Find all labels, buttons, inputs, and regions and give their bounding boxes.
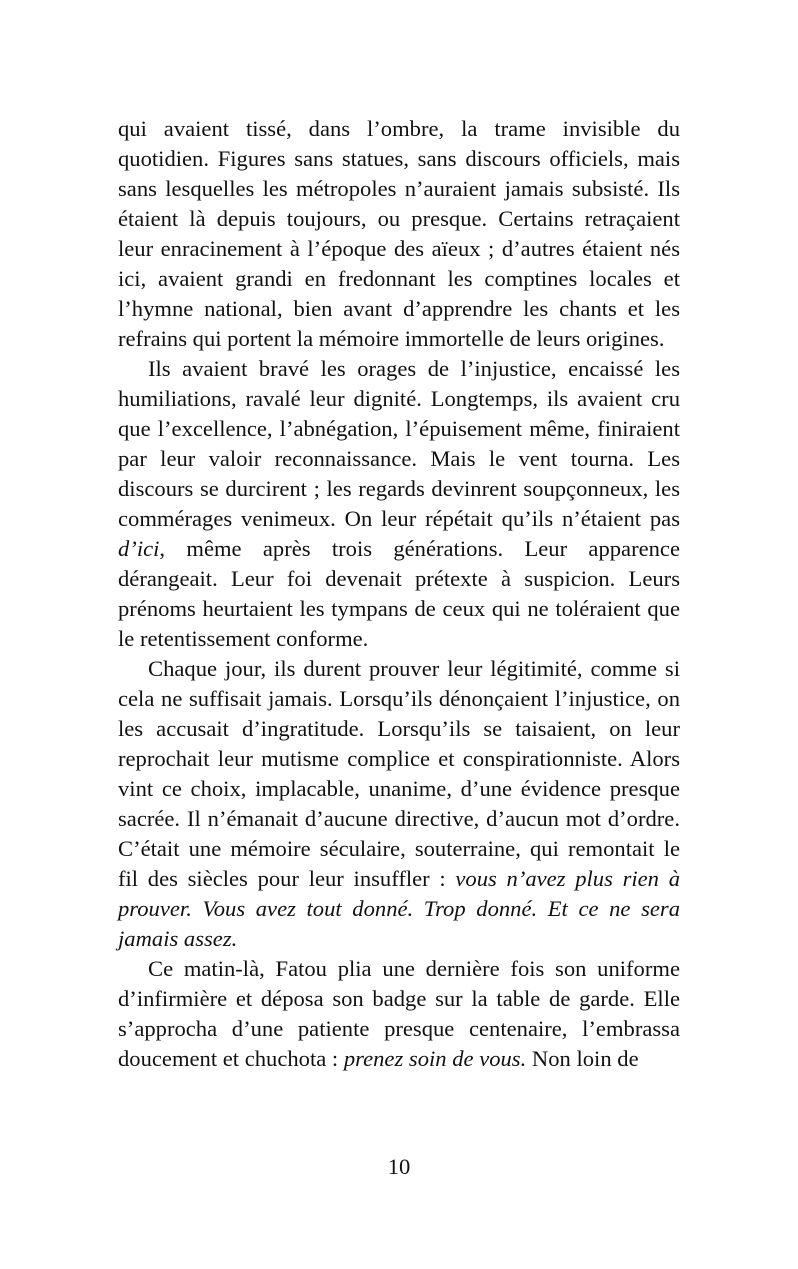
- paragraph-4-text-a: Ce matin-là, Fatou plia une dernière fois son uniforme d’infirmière et déposa son badge sur la table de garde. Elle s’approcha d’une patiente presque centenaire, l’embrassa doucement et chuchota :: [118, 956, 680, 1071]
- page-body: [118, 114, 680, 1074]
- paragraph-3-text: Chaque jour, ils durent prouver leur légitimité, comme si cela ne suffisait jamais. Lorsqu’ils dénonçaient l’injustice, on les accusait d’ingratitude. Lorsqu’ils se taisaient, on leur reprochait leur mutisme complice et conspirationniste. Alors vint ce choix, implacable, unanime, d’une évidence presque sacrée. Il n’émanait d’aucune directive, d’aucun mot d’ordre. C’était une mémoire séculaire, souterraine, qui remontait le fil des siècles pour leur insuffler :: [118, 656, 680, 891]
- paragraph-4-text-b: Non loin de: [526, 1046, 639, 1071]
- paragraph-4: [118, 954, 680, 1074]
- paragraph-2-text-a: Ils avaient bravé les orages de l’injustice, encaissé les humiliations, ravalé leur dignité. Longtemps, ils avaient cru que l’excellence, l’abnégation, l’épuisement même, finiraient par leur valoir reconnaissance. Mais le vent tourna. Les discours se durcirent ; les regards devinrent soupçonneux, les commérages venimeux. On leur répétait qu’ils n’étaient pas: [118, 356, 680, 531]
- paragraph-3: [118, 654, 680, 954]
- paragraph-1: [118, 114, 680, 354]
- paragraph-3-emphasis: vous n’avez plus rien à prouver. Vous avez tout donné. Trop donné. Et ce ne sera jamais assez.: [118, 866, 680, 951]
- page-number: 10: [387, 1154, 411, 1179]
- paragraph-2: [118, 354, 680, 654]
- paragraph-2-text-b: , même après trois générations. Leur apparence dérangeait. Leur foi devenait prétexte à suspicion. Leurs prénoms heurtaient les tympans de ceux qui ne toléraient que le retentissement conforme.: [118, 536, 680, 651]
- paragraph-2-emphasis: d’ici: [118, 536, 160, 561]
- paragraph-4-emphasis: prenez soin de vous.: [343, 1046, 527, 1071]
- paragraph-1-text: qui avaient tissé, dans l’ombre, la trame invisible du quotidien. Figures sans statues, sans discours officiels, mais sans lesquelles les métropoles n’auraient jamais subsisté. Ils étaient là depuis toujours, ou presque. Certains retraçaient leur enracinement à l’époque des aïeux ; d’autres étaient nés ici, avaient grandi en fredonnant les comptines locales et l’hymne national, bien avant d’apprendre les chants et les refrains qui portent la mémoire immortelle de leurs origines.: [118, 116, 680, 351]
